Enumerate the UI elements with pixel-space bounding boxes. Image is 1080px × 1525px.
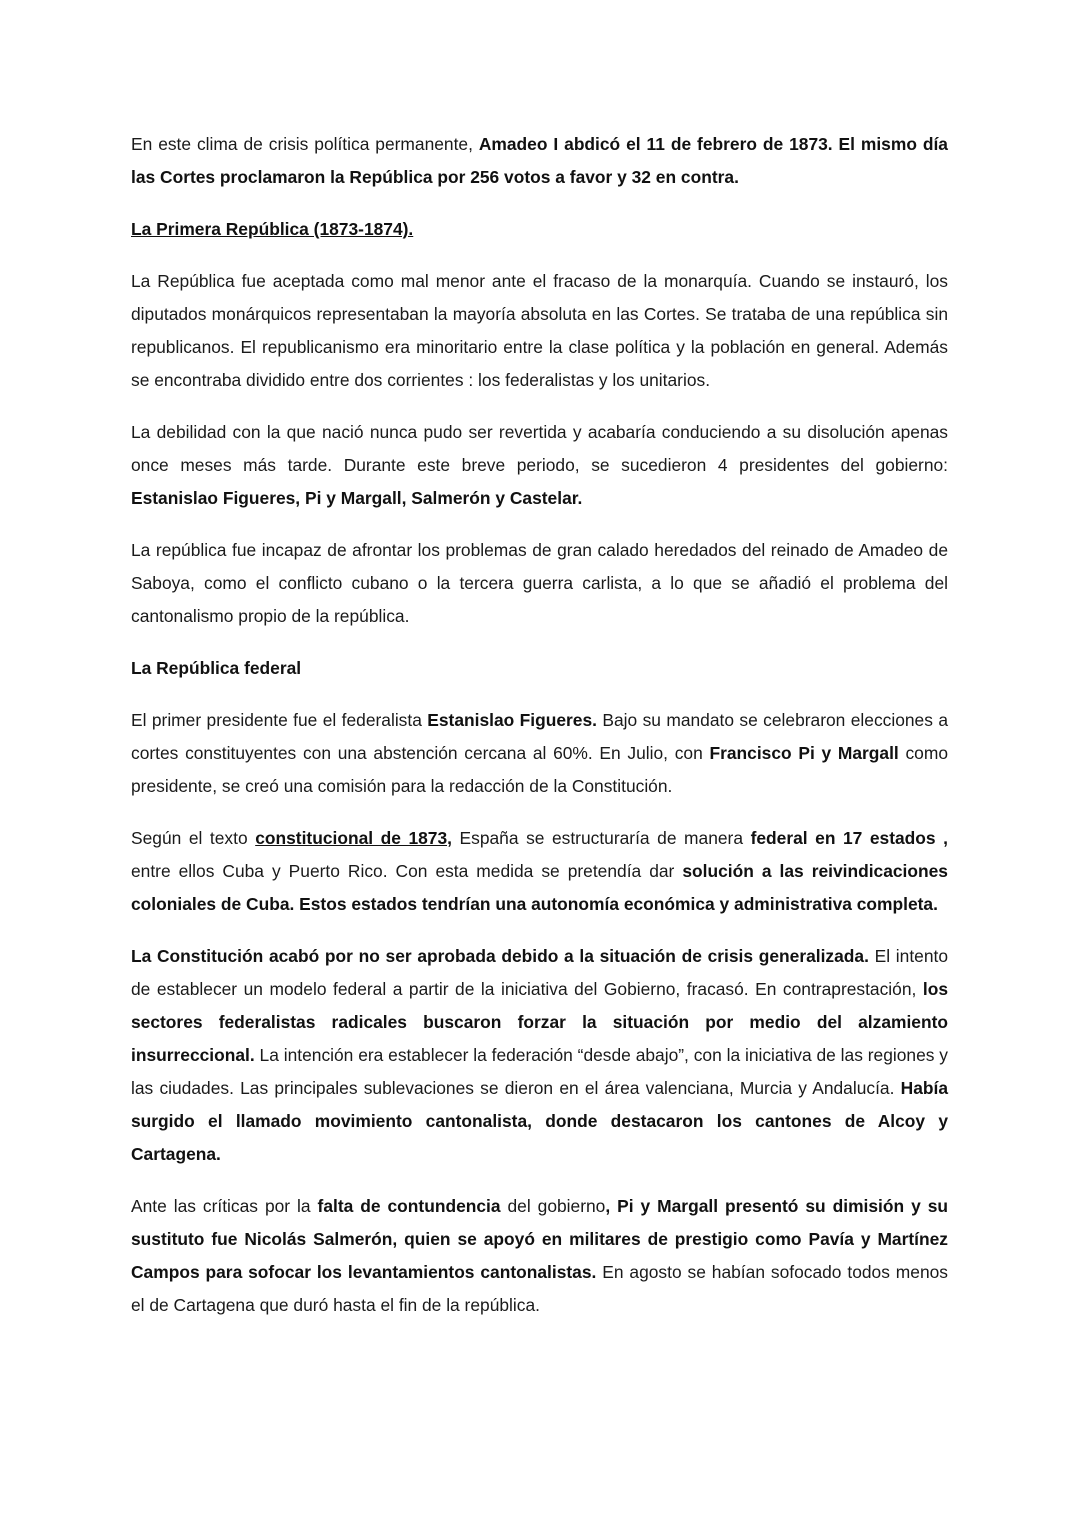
text-run: del gobierno	[500, 1196, 606, 1216]
paragraph-problemas	[131, 534, 948, 633]
paragraph-primer-presidente	[131, 704, 948, 803]
bold-text-run: falta de contundencia	[317, 1196, 501, 1216]
bold-text-run: Había surgido el llamado movimiento cantonalista, donde destacaron los cantones de Alcoy y Cartagena.	[131, 1078, 948, 1164]
text-run: Bajo su mandato se celebraron elecciones a cortes constituyentes con una abstención cercana al 60%. En Julio, con	[131, 710, 948, 763]
bold-text-run: Estanislao Figueres, Pi y Margall, Salmerón y Castelar.	[131, 488, 583, 508]
bold-text-run: Amadeo I abdicó el 11 de febrero de 1873. El mismo día las Cortes proclamaron la República por 256 votos a favor y 32 en contra.	[131, 134, 948, 187]
section-heading-republica-federal	[131, 652, 948, 685]
section-heading-text: La República federal	[131, 658, 302, 678]
paragraph-salmeron	[131, 1190, 948, 1322]
bold-text-run: Francisco Pi y Margall	[709, 743, 899, 763]
bold-text-run: , Pi y Margall presentó su dimisión y su sustituto fue Nicolás Salmerón, quien se apoyó en militares de prestigio como Pavía y Martínez Campos para sofocar los levantamientos cantonalistas.	[131, 1196, 949, 1282]
text-run: Ante las críticas por la	[131, 1196, 318, 1216]
text-run: Según el texto	[131, 828, 256, 848]
bold-text-run: federal en 17 estados ,	[750, 828, 948, 848]
text-run: El primer presidente fue el federalista	[131, 710, 428, 730]
text-run: En este clima de crisis política permanente,	[131, 134, 479, 154]
bold-text-run: La Constitución acabó por no ser aprobada debido a la situación de crisis generalizada.	[131, 946, 869, 966]
text-run: La debilidad con la que nació nunca pudo ser revertida y acabaría conduciendo a su disolución apenas once meses más tarde. Durante este breve periodo, se sucedieron 4 presidentes del gobierno:	[131, 422, 948, 475]
paragraph-constitucion-1873	[131, 822, 948, 921]
bold-underlined-text-run: constitucional de 1873,	[255, 828, 452, 848]
text-run: En agosto se habían sofocado todos menos el de Cartagena que duró hasta el fin de la república.	[131, 1262, 948, 1315]
section-heading-text: La Primera República (1873-1874).	[131, 219, 414, 239]
text-run: España se estructuraría de manera	[451, 828, 751, 848]
text-run: El intento de establecer un modelo federal a partir de la iniciativa del Gobierno, fracasó. En contraprestación,	[131, 946, 949, 999]
text-run: La república fue incapaz de afrontar los problemas de gran calado heredados del reinado de Amadeo de Saboya, como el conflicto cubano o la tercera guerra carlista, a lo que se añadió el problema del cantonalismo propio de la república.	[131, 540, 948, 626]
text-run: La República fue aceptada como mal menor ante el fracaso de la monarquía. Cuando se instauró, los diputados monárquicos representaban la mayoría absoluta en las Cortes. Se trataba de una república sin republicanos. El republicanismo era minoritario entre la clase política y la población en general. Además se encontraba dividido entre dos corrientes : los federalistas y los unitarios.	[131, 271, 948, 390]
bold-text-run: solución a las reivindicaciones coloniales de Cuba. Estos estados tendrían una autonomía económica y administrativa completa.	[131, 861, 948, 914]
intro-paragraph	[131, 128, 948, 194]
text-run: La intención era establecer la federación “desde abajo”, con la iniciativa de las regiones y las ciudades. Las principales sublevaciones se dieron en el área valenciana, Murcia y Andalucía.	[131, 1045, 948, 1098]
text-run: entre ellos Cuba y Puerto Rico. Con esta medida se pretendía dar	[131, 861, 683, 881]
bold-text-run: Estanislao Figueres.	[427, 710, 597, 730]
section-heading-primera-republica	[131, 213, 948, 246]
paragraph-cantonalismo	[131, 940, 948, 1171]
paragraph-debilidad	[131, 416, 948, 515]
document-page	[131, 128, 948, 1341]
paragraph-aceptacion	[131, 265, 948, 397]
text-run: como presidente, se creó una comisión para la redacción de la Constitución.	[131, 743, 949, 796]
bold-text-run: los sectores federalistas radicales buscaron forzar la situación por medio del alzamiento insurreccional.	[131, 979, 948, 1065]
